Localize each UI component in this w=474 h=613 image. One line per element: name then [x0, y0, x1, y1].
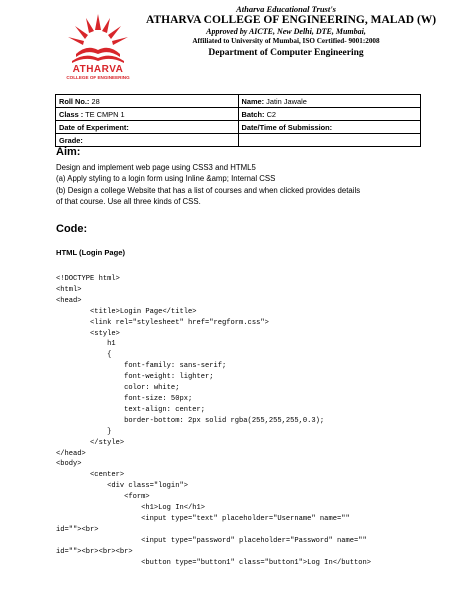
exp-date-cell: [56, 121, 239, 134]
grade-label: Grade:: [59, 135, 83, 145]
sub-date-label: Date/Time of Submission:: [241, 122, 333, 132]
name-label: Name:: [241, 96, 265, 106]
roll-cell: [56, 95, 239, 108]
college-header: [146, 4, 437, 59]
class-label: Class :: [59, 109, 84, 119]
student-info-table: [55, 94, 421, 147]
roll-value: 28: [91, 96, 100, 106]
trust-name: Atharva Educational Trust's: [236, 4, 336, 14]
aim-heading: Aim:: [56, 146, 81, 158]
aim-line: Design and implement web page using CSS3 and HTML5: [56, 163, 256, 172]
code-subheading: HTML (Login Page): [56, 248, 126, 257]
affiliation-line: Affiliated to University of Mumbai, ISO Certified- 9001:2008: [192, 37, 380, 45]
college-logo: [56, 10, 140, 70]
code-heading: Code:: [56, 223, 88, 235]
batch-cell: [238, 108, 421, 121]
name-value: Jatin Jawale: [266, 96, 307, 106]
aim-body: [56, 162, 428, 207]
batch-label: Batch:: [241, 109, 265, 119]
aim-line: (a) Apply styling to a login form using Inline &amp; Internal CSS: [56, 174, 276, 184]
aim-line: (b) Design a college Website that has a list of courses and when clicked provides details: [56, 185, 361, 195]
logo-text: ATHARVA: [72, 64, 124, 75]
logo-subtext: COLLEGE OF ENGINEERING: [66, 75, 130, 80]
college-name: ATHARVA COLLEGE OF ENGINEERING, MALAD (W): [146, 14, 437, 26]
name-cell: [238, 95, 421, 108]
roll-label: Roll No.:: [59, 96, 90, 106]
table-row: [56, 121, 421, 134]
sub-date-cell: [238, 121, 421, 134]
class-value: TE CMPN 1: [85, 109, 125, 119]
table-row: [56, 134, 421, 147]
department-name: Department of Computer Engineering: [208, 48, 364, 58]
approval-line: Approved by AICTE, New Delhi, DTE, Mumbai,: [206, 27, 366, 36]
grade-value-cell: [238, 134, 421, 147]
table-row: [56, 95, 421, 108]
class-cell: [56, 108, 239, 121]
table-row: [56, 108, 421, 121]
aim-line: of that course. Use all three kinds of CSS.: [56, 196, 201, 206]
grade-cell: [56, 134, 239, 147]
exp-date-label: Date of Experiment:: [59, 122, 129, 132]
batch-value: C2: [266, 109, 277, 119]
logo-wordmark: [56, 64, 140, 81]
code-listing: <!DOCTYPE html> <html> <head> <title>Login Page</title> <link rel="stylesheet" href="regform.css"> <style> h1 { font-family: sans-serif; font-weight: lighter; color: white; font-size: 50px; text-align: center; border-bottom: 2px solid rgba(255,255,255,0.3); } </style> </head> <body> <center> <div class="login"> <form> <h1>Log In</h1> <input type="text" placeholder="Username" name="" id=""><br> <input type="password" placeholder="Password" name="" id=""><br><br><br> <button type="button1" class="button1">Log In</button>: [56, 275, 372, 567]
